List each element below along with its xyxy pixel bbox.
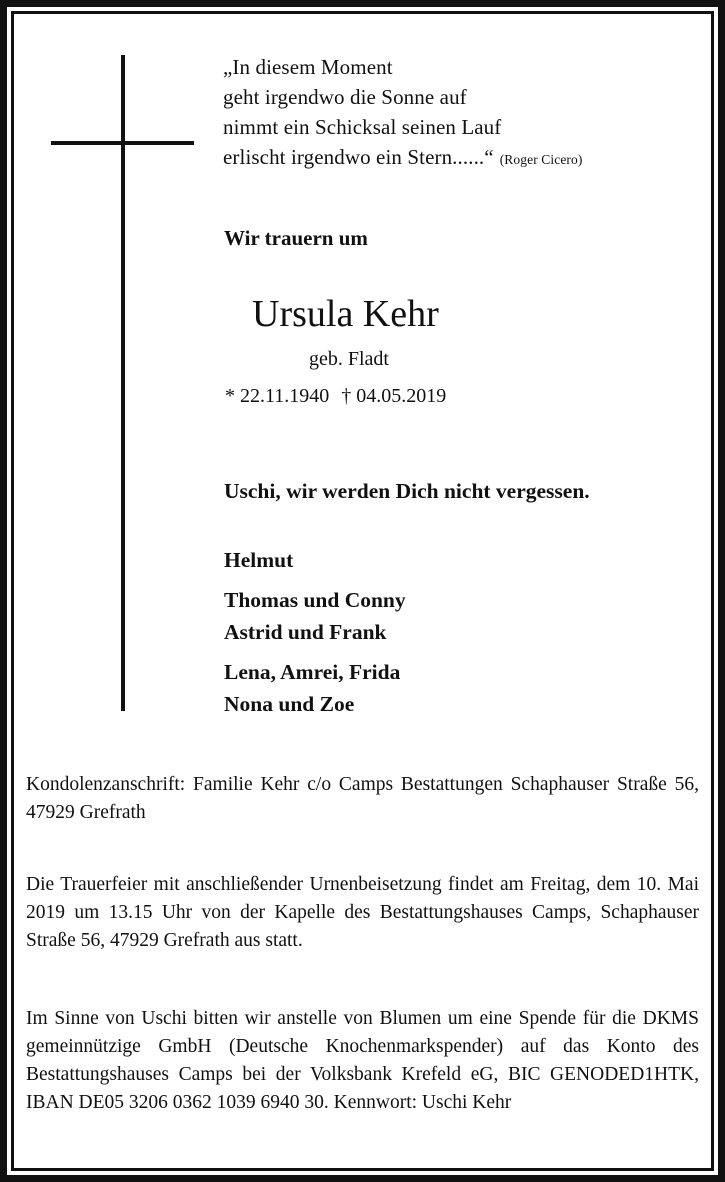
- mourner-name: Thomas und Conny: [224, 588, 406, 612]
- mourner-group: [224, 656, 406, 720]
- quote-line: geht irgendwo die Sonne auf: [223, 85, 467, 109]
- cross-horizontal-bar: [51, 141, 194, 145]
- quote-line: „In diesem Moment: [223, 55, 393, 79]
- quote-block: [223, 52, 582, 175]
- service-info: Die Trauerfeier mit anschließender Urnenbeisetzung findet am Freitag, dem 10. Mai 2019 um 13.15 Uhr von der Kapelle des Bestattungshauses Camps, Schaphauser Straße 56, 47929 Grefrath aus statt.: [26, 874, 699, 951]
- life-dates: [225, 385, 446, 408]
- mourners-list: [224, 544, 406, 728]
- mourner-name: Lena, Amrei, Frida: [224, 660, 401, 684]
- death-date: † 04.05.2019: [341, 385, 447, 407]
- mourner-name: Astrid und Frank: [224, 620, 387, 644]
- farewell-text: Uschi, wir werden Dich nicht vergessen.: [224, 479, 590, 503]
- mourner-group: [224, 544, 406, 576]
- mourner-group: [224, 584, 406, 648]
- deceased-name: Ursula Kehr: [252, 293, 439, 335]
- intro-text: Wir trauern um: [224, 226, 368, 250]
- condolence-address: Kondolenzanschrift: Familie Kehr c/o Camps Bestattungen Schaphauser Straße 56, 47929 Grefrath: [26, 774, 699, 823]
- birth-date: * 22.11.1940: [225, 385, 330, 407]
- quote-line: nimmt ein Schicksal seinen Lauf: [223, 115, 502, 139]
- mourner-name: Nona und Zoe: [224, 692, 355, 716]
- cross-vertical-bar: [121, 55, 125, 711]
- donation-info: Im Sinne von Uschi bitten wir anstelle von Blumen um eine Spende für die DKMS gemeinnützige GmbH (Deutsche Knochenmarkspender) auf das Konto des Bestattungshauses Camps bei der Volksbank Krefeld eG, BIC GENODED1HTK, IBAN DE05 3206 0362 1039 6940 30. Kennwort: Uschi Kehr: [26, 1008, 699, 1113]
- quote-author: (Roger Cicero): [499, 152, 583, 167]
- mourner-name: Helmut: [224, 548, 294, 572]
- maiden-name: geb. Fladt: [309, 348, 389, 370]
- quote-line: erlischt irgendwo ein Stern......“: [223, 145, 494, 169]
- quote-line-last: [223, 142, 582, 175]
